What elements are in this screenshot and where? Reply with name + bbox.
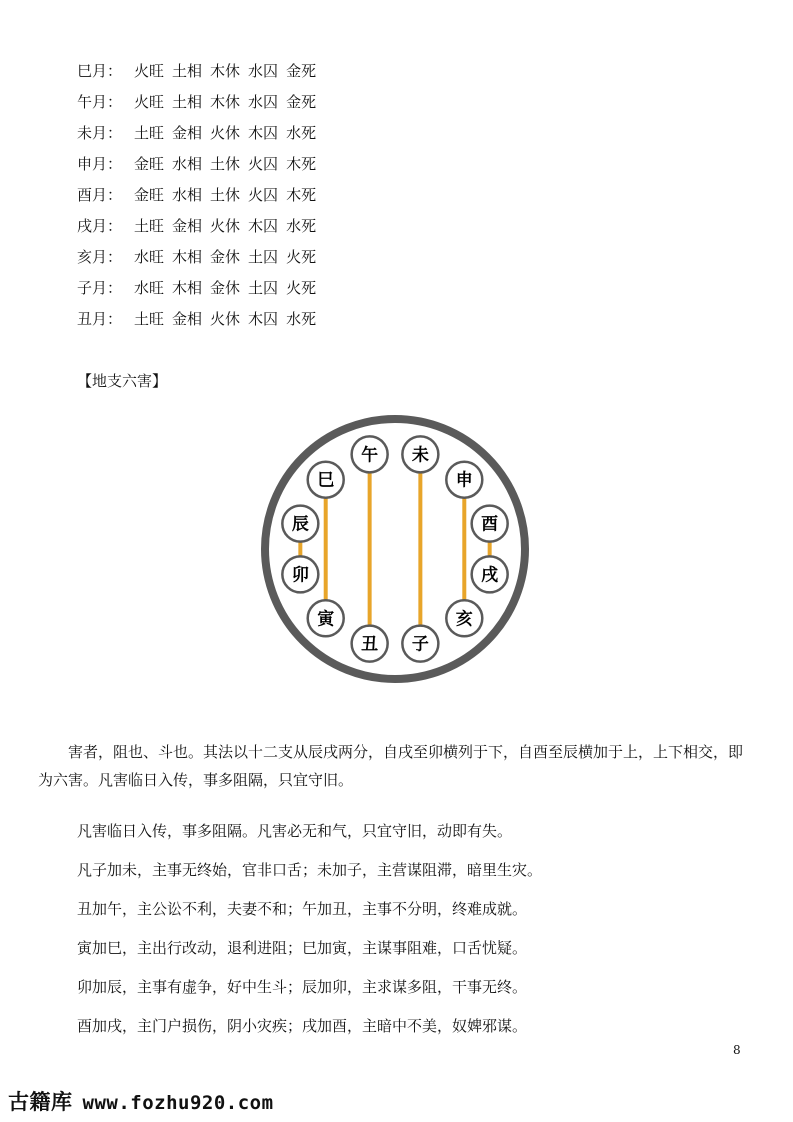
branch-label: 丑 — [361, 634, 379, 655]
month-row-hai — [77, 246, 324, 270]
element-cell: 木死 — [286, 186, 317, 204]
month-label: 申月： — [77, 155, 123, 173]
month-row-shen — [77, 153, 324, 177]
branch-label: 辰 — [291, 514, 309, 535]
month-label: 酉月： — [77, 186, 123, 204]
element-cell: 木死 — [286, 155, 317, 173]
element-cell: 土旺 — [134, 124, 165, 142]
element-cell: 土休 — [210, 155, 241, 173]
branch-node — [282, 556, 318, 592]
branch-label: 亥 — [455, 609, 473, 630]
element-cell: 水旺 — [134, 248, 165, 266]
branch-node — [402, 436, 438, 472]
text-line: 酉加戌，主门户损伤，阴小灾疾；戌加酉，主暗中不美，奴婢邪谋。 — [77, 1017, 528, 1035]
element-cell: 水相 — [172, 186, 203, 204]
element-cell: 木相 — [172, 279, 203, 297]
element-cell: 火休 — [210, 124, 241, 142]
element-cell: 火旺 — [134, 93, 165, 111]
element-cell: 水囚 — [248, 62, 279, 80]
branch-label: 申 — [455, 470, 473, 491]
month-row-chou — [77, 308, 324, 332]
element-cell: 木相 — [172, 248, 203, 266]
month-label: 巳月： — [77, 62, 123, 80]
element-cell: 木休 — [210, 93, 241, 111]
element-cell: 金相 — [172, 310, 203, 328]
outer-ring — [265, 419, 525, 679]
element-cell: 木休 — [210, 62, 241, 80]
text-line: 凡害临日入传，事多阻隔。凡害必无和气，只宜守旧，动即有失。 — [77, 822, 513, 840]
element-cell: 土休 — [210, 186, 241, 204]
element-cell: 金相 — [172, 124, 203, 142]
element-cell: 水相 — [172, 155, 203, 173]
element-cell: 土囚 — [248, 279, 279, 297]
element-cell: 土相 — [172, 62, 203, 80]
branch-node — [308, 462, 344, 498]
element-cell: 水旺 — [134, 279, 165, 297]
branch-node — [308, 600, 344, 636]
branch-label: 酉 — [481, 514, 499, 535]
six-harms-diagram — [255, 415, 535, 695]
month-label: 亥月： — [77, 248, 123, 266]
element-cell: 火囚 — [248, 155, 279, 173]
text-line: 寅加巳，主出行改动，退利进阻；巳加寅，主谋事阻难，口舌忧疑。 — [77, 939, 528, 957]
branch-node — [446, 600, 482, 636]
footer-url: www.fozhu920.com — [82, 1092, 274, 1114]
element-cell: 水死 — [286, 310, 317, 328]
element-cell: 火休 — [210, 310, 241, 328]
element-cell: 火休 — [210, 217, 241, 235]
element-cell: 金死 — [286, 93, 317, 111]
element-cell: 金旺 — [134, 186, 165, 204]
element-cell: 水囚 — [248, 93, 279, 111]
element-cell: 土旺 — [134, 217, 165, 235]
element-cell: 金死 — [286, 62, 317, 80]
branch-label: 戌 — [481, 565, 499, 586]
text-line: 凡子加未，主事无终始，官非口舌；未加子，主营谋阻滞，暗里生灾。 — [77, 861, 543, 879]
branch-node — [446, 462, 482, 498]
element-cell: 土囚 — [248, 248, 279, 266]
section-heading: 【地支六害】 — [77, 372, 168, 390]
month-label: 子月： — [77, 279, 123, 297]
element-cell: 金相 — [172, 217, 203, 235]
element-cell: 土旺 — [134, 310, 165, 328]
element-cell: 火囚 — [248, 186, 279, 204]
branch-node — [402, 626, 438, 662]
branch-label: 未 — [411, 445, 429, 466]
element-cell: 水死 — [286, 124, 317, 142]
branch-label: 午 — [361, 445, 379, 466]
intro-paragraph: 害者，阻也、斗也。其法以十二支从辰戌两分，自戌至卯横列于下，自酉至辰横加于上，上下相交，即为六害。凡害临日入传，事多阻隔，只宜守旧。 — [38, 743, 744, 789]
element-cell: 火死 — [286, 248, 317, 266]
footer-brand: 古籍库 — [8, 1090, 73, 1114]
branch-node — [472, 506, 508, 542]
month-label: 戌月： — [77, 217, 123, 235]
page-number: 8 — [733, 1043, 741, 1057]
branch-node — [472, 556, 508, 592]
month-row-xu — [77, 215, 324, 239]
month-row-you — [77, 184, 324, 208]
month-label: 午月： — [77, 93, 123, 111]
footer-watermark — [8, 1086, 274, 1116]
month-row-wu — [77, 91, 324, 115]
branch-node — [352, 436, 388, 472]
branch-node — [282, 506, 318, 542]
element-cell: 木囚 — [248, 124, 279, 142]
month-row-si — [77, 60, 324, 84]
month-label: 未月： — [77, 124, 123, 142]
text-line: 丑加午，主公讼不利，夫妻不和；午加丑，主事不分明，终难成就。 — [77, 900, 528, 918]
month-row-zi — [77, 277, 324, 301]
element-cell: 水死 — [286, 217, 317, 235]
month-label: 丑月： — [77, 310, 123, 328]
element-cell: 金休 — [210, 279, 241, 297]
branch-node — [352, 626, 388, 662]
text-line: 卯加辰，主事有虚争，好中生斗；辰加卯，主求谋多阻，干事无终。 — [77, 978, 528, 996]
month-row-wei — [77, 122, 324, 146]
element-cell: 火旺 — [134, 62, 165, 80]
element-cell: 木囚 — [248, 217, 279, 235]
branch-label: 巳 — [317, 470, 335, 491]
element-cell: 金休 — [210, 248, 241, 266]
element-cell: 火死 — [286, 279, 317, 297]
branch-label: 子 — [411, 634, 429, 655]
element-cell: 金旺 — [134, 155, 165, 173]
element-cell: 土相 — [172, 93, 203, 111]
branch-label: 卯 — [291, 565, 309, 586]
element-cell: 木囚 — [248, 310, 279, 328]
branch-label: 寅 — [317, 609, 335, 630]
